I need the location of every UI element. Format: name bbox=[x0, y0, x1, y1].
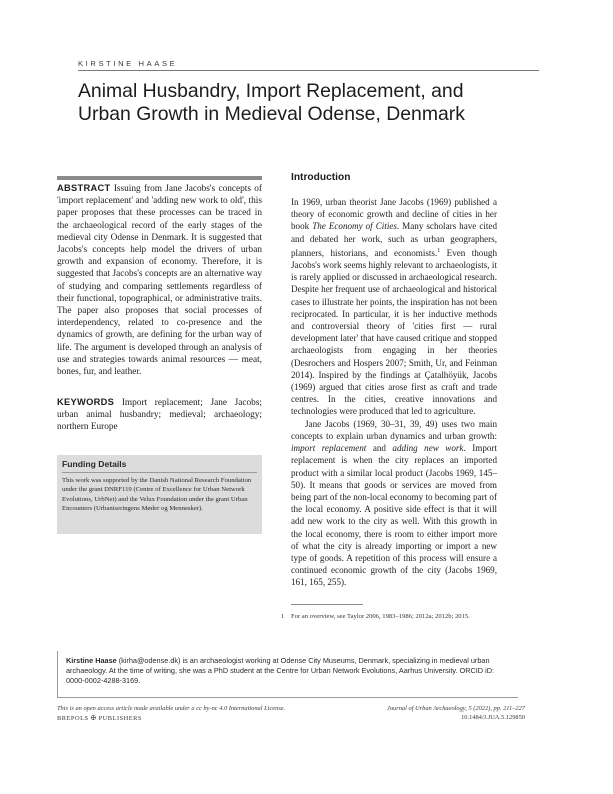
abstract bbox=[57, 182, 262, 378]
header-rule bbox=[78, 70, 539, 71]
abstract-label: ABSTRACT bbox=[57, 183, 111, 193]
p1-text-b: . Many scholars have cited and debated her work, such as urban geographers, planners, historians, and economists. bbox=[291, 221, 497, 258]
funding-text: This work was supported by the Danish National Research Foundation under the grant DNRF119 (Centre of Excellence for Urban Network Evolutions, UrbNet) and the Velux Foundation under the grant Urban Encounters (Urbaniseringens Møder og Mennesker). bbox=[62, 477, 252, 513]
bio-text: (kirha@odense.dk) is an archaeologist working at Odense City Museums, Denmark, specializing in medieval urban archaeology. At the time of writing, she was a PhD student at the Centre for Urban Network Evolutions, Aarhus University. ORCID iD: 0000-0002-4288-3169. bbox=[66, 656, 495, 686]
paragraph-2 bbox=[291, 418, 497, 589]
footnote bbox=[281, 613, 511, 620]
author-bio bbox=[66, 656, 506, 687]
book-title: The Economy of Cities bbox=[312, 221, 397, 232]
p1-text-a: In 1969, urban theorist Jane Jacobs (1969) published a theory of economic growth and decline of cities in her book bbox=[291, 197, 497, 232]
funding-separator bbox=[62, 472, 257, 473]
article-title bbox=[78, 80, 548, 126]
keywords-text: Import replacement; Jane Jacobs; urban animal husbandry; medieval; archaeology; northern Europe bbox=[57, 398, 263, 433]
funding-title: Funding Details bbox=[62, 459, 127, 469]
bio-name: Kirstine Haase bbox=[66, 656, 117, 665]
title-line-1: Animal Husbandry, Import Replacement, and bbox=[78, 80, 464, 102]
footer-publisher: BREPOLS ✠ PUBLISHERS bbox=[57, 715, 142, 722]
title-line-2: Urban Growth in Medieval Odense, Denmark bbox=[78, 103, 465, 125]
p1-text-c: Even though Jacobs's work seems highly relevant to archaeologists, it is rarely applied or discussed in archaeological research. Despite her frequent use of archaeological and historical cases to illustrate her points, the inspiration has not been reciprocated. In particular, it is her inductive methods and controversial theory of 'cities first — rural development later' that have caused critique and stopped archaeologists from engaging in her theories (Desrochers and Hospers 2007; Smith, Ur, and Feinman 2014). Inspired by the findings at Çatalhöyük, Jacobs (1969) argued that cities arose first as craft and trade centres. In the cities, creative innovations and technologies were produced that led to agriculture. bbox=[291, 247, 497, 417]
term-import-replacement: import replacement bbox=[291, 443, 367, 454]
footnote-ref[interactable]: 1 bbox=[437, 247, 441, 254]
paragraph-1 bbox=[291, 196, 497, 418]
keywords-label: KEYWORDS bbox=[57, 397, 115, 407]
footer-journal: Journal of Urban Archaeology, 5 (2022), pp. 211–227 bbox=[387, 705, 525, 712]
keywords bbox=[57, 396, 262, 434]
footnote-rule bbox=[291, 604, 363, 605]
p2-text-b: and bbox=[366, 443, 393, 454]
footnote-number: 1 bbox=[281, 613, 285, 620]
body-text bbox=[291, 196, 497, 589]
running-author: KIRSTINE HAASE bbox=[78, 59, 178, 68]
footnote-text: For an overview, see Taylor 2006, 1983–1986; 2012a; 2012b; 2015. bbox=[291, 613, 470, 620]
footer-doi[interactable]: 10.1484/J.JUA.5.129850 bbox=[461, 714, 525, 721]
section-heading-introduction: Introduction bbox=[291, 172, 351, 183]
funding-box bbox=[57, 455, 262, 534]
p2-text-c: . Import replacement is when the city replaces an imported product with a similar local product (Jacobs 1969, 145–50). It means that goods or services are moved from being part of the non-local economy to becoming part of the local economy. A positive side effect is that it will add new work to the city as well. With this growth in the local economy, there is room to either import more of what the city is already importing or import a new type of goods. A repetition of this process will ensure a continued economic growth of the city (Jacobs 1969, 161, 165, 255). bbox=[291, 443, 497, 588]
abstract-rule bbox=[57, 176, 262, 180]
term-adding-new-work: adding new work bbox=[392, 443, 464, 454]
abstract-text: Issuing from Jane Jacobs's concepts of 'import replacement' and 'adding new work to old', this paper proposes that these processes can be traced in the archaeological record of the early stages of the medieval city Odense in Denmark. It is suggested that Jacobs's concepts help model the drivers of urban growth and expansion of economy. Therefore, it is suggested that Jacobs's concepts are an alternative way of studying and comparing settlements regardless of their functional, topographical, or administrative traits. The paper also proposes that social processes of interdependency, related to co-presence and the dynamics of growth, are defining for the urban way of life. The argument is developed through an analysis of use and strategies towards animal resources — meat, bones, fur, and leather. bbox=[57, 184, 262, 378]
p2-text-a: Jane Jacobs (1969, 30–31, 39, 49) uses two main concepts to explain urban dynamics and urban growth: bbox=[291, 418, 497, 441]
footer-license: This is an open access article made available under a cc by-nc 4.0 International License. bbox=[57, 705, 286, 712]
